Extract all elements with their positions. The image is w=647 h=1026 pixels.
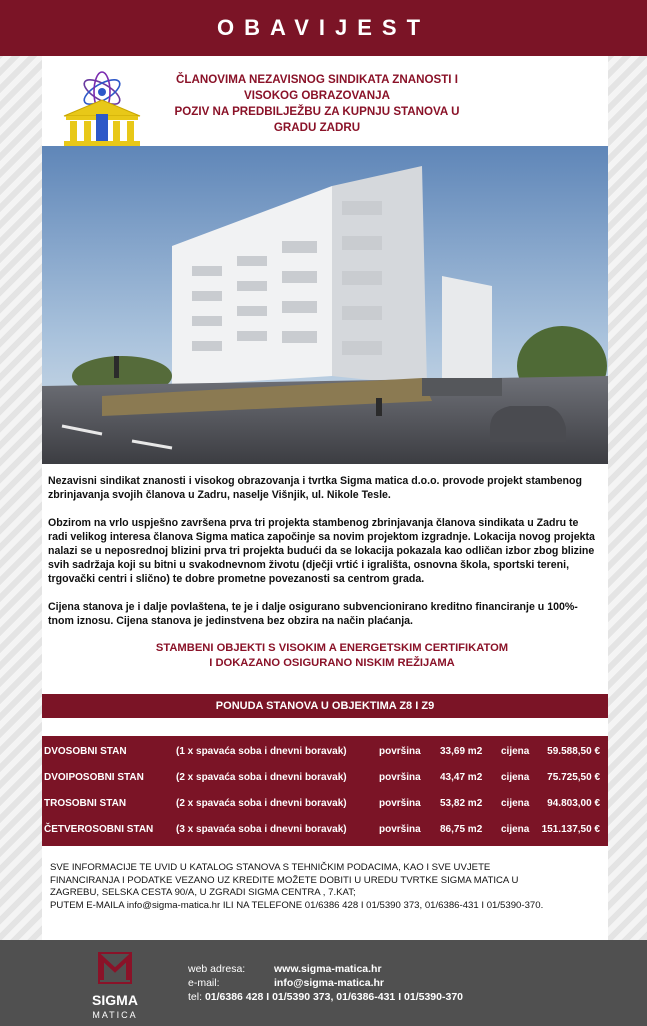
paragraph-location: Obzirom na vrlo uspješno završena prva tri projekta stambenog zbrinjavanja članova sindikata u Zadru te radi velikog interesa članova Sigma matica započinje sa novim projektom izgradnje. Lokacija novog projekta nalazi se u neposrednoj blizini prva tri projekta budući da se lokacija pokazala kao odličan izbor zbog blizine svih sadržaja koji su bitni u svakodnevnom životu (dječji vrtić i igrališta, osnovna škola, sportski tereni, trgovački centri i slično) te dobre prometne povezanosti sa centrom grada. <box>48 517 595 585</box>
offer-title-bar <box>42 694 608 718</box>
email-link[interactable]: info@sigma-matica.hr <box>274 977 385 989</box>
sigma-brand: SIGMA <box>92 992 138 1008</box>
table-row: DVOSOBNI STAN (1 x spavaća soba i dnevni boravak) površina 33,69 m2 cijena 59.588,50 € <box>44 746 600 757</box>
sigma-brand-sub: MATICA <box>92 1010 138 1020</box>
table-row: ČETVEROSOBNI STAN (3 x spavaća soba i dnevni boravak) površina 86,75 m2 cijena 151.137,50 € <box>44 824 600 835</box>
notice-card <box>42 56 608 940</box>
offer-title: PONUDA STANOVA U OBJEKTIMA Z8 I Z9 <box>215 700 435 712</box>
energy-highlight: STAMBENI OBJEKTI S VISOKIM A ENERGETSKIM CERTIFIKATOM I DOKAZANO OSIGURANO NISKIM REŽIJAMA <box>155 642 509 669</box>
header-title: OBAVIJEST <box>216 15 431 40</box>
footer-bar <box>0 940 647 1026</box>
paragraph-intro: Nezavisni sindikat znanosti i visokog obrazovanja i tvrtka Sigma matica d.o.o. provode projekt stambenog zbrinjavanja svojih članova u Zadru, naselje Višnjik, ul. Nikole Tesle. <box>48 475 582 501</box>
contact-information: SVE INFORMACIJE TE UVID U KATALOG STANOVA S TEHNIČKIM PODACIMA, KAO I SVE UVJETE FINANCIRANJA I PODATKE VEZANO UZ KREDITE MOŽETE DOBITI U UREDU TVRTKE SIGMA MATICA U ZAGREBU, SELSKA CESTA 90/A, U ZGRADI SIGMA CENTRA , 7.KAT; PUTEM E-MAILA info@sigma-matica.hr ILI NA TELEFONE 01/6386 428 I 01/5390 373, 01/6386-431 I 01/5390-370. <box>50 862 544 911</box>
sigma-logo-icon <box>98 952 132 984</box>
sigma-logo <box>80 952 150 1022</box>
building-photo <box>42 146 608 464</box>
web-link[interactable]: www.sigma-matica.hr <box>274 963 382 975</box>
footer-contacts: web adresa: www.sigma-matica.hr e-mail: info@sigma-matica.hr tel: 01/6386 428 I 01/5390 373, 01/6386-431 I 01/5390-370 <box>188 963 463 1003</box>
union-logo-icon <box>56 70 148 150</box>
paragraph-price: Cijena stanova je i dalje povlaštena, te je i dalje osigurano subvencionirano kreditno financiranje u 100%-tnom iznosu. Cijena stanova je jedinstvena bez obzira na način plaćanja. <box>48 601 578 627</box>
header-banner <box>0 0 647 56</box>
notice-title: ČLANOVIMA NEZAVISNOG SINDIKATA ZNANOSTI I VISOKOG OBRAZOVANJA POZIV NA PREDBILJEŽBU ZA KUPNJU STANOVA U GRADU ZADRU <box>174 73 460 134</box>
body-text <box>48 474 598 642</box>
table-row: TROSOBNI STAN (2 x spavaća soba i dnevni boravak) površina 53,82 m2 cijena 94.803,00 € <box>44 798 600 809</box>
phone-numbers: 01/6386 428 I 01/5390 373, 01/6386-431 I 01/5390-370 <box>204 991 463 1003</box>
table-row: DVOIPOSOBNI STAN (2 x spavaća soba i dnevni boravak) površina 43,47 m2 cijena 75.725,50 € <box>44 772 600 783</box>
apartments-table <box>42 736 608 846</box>
